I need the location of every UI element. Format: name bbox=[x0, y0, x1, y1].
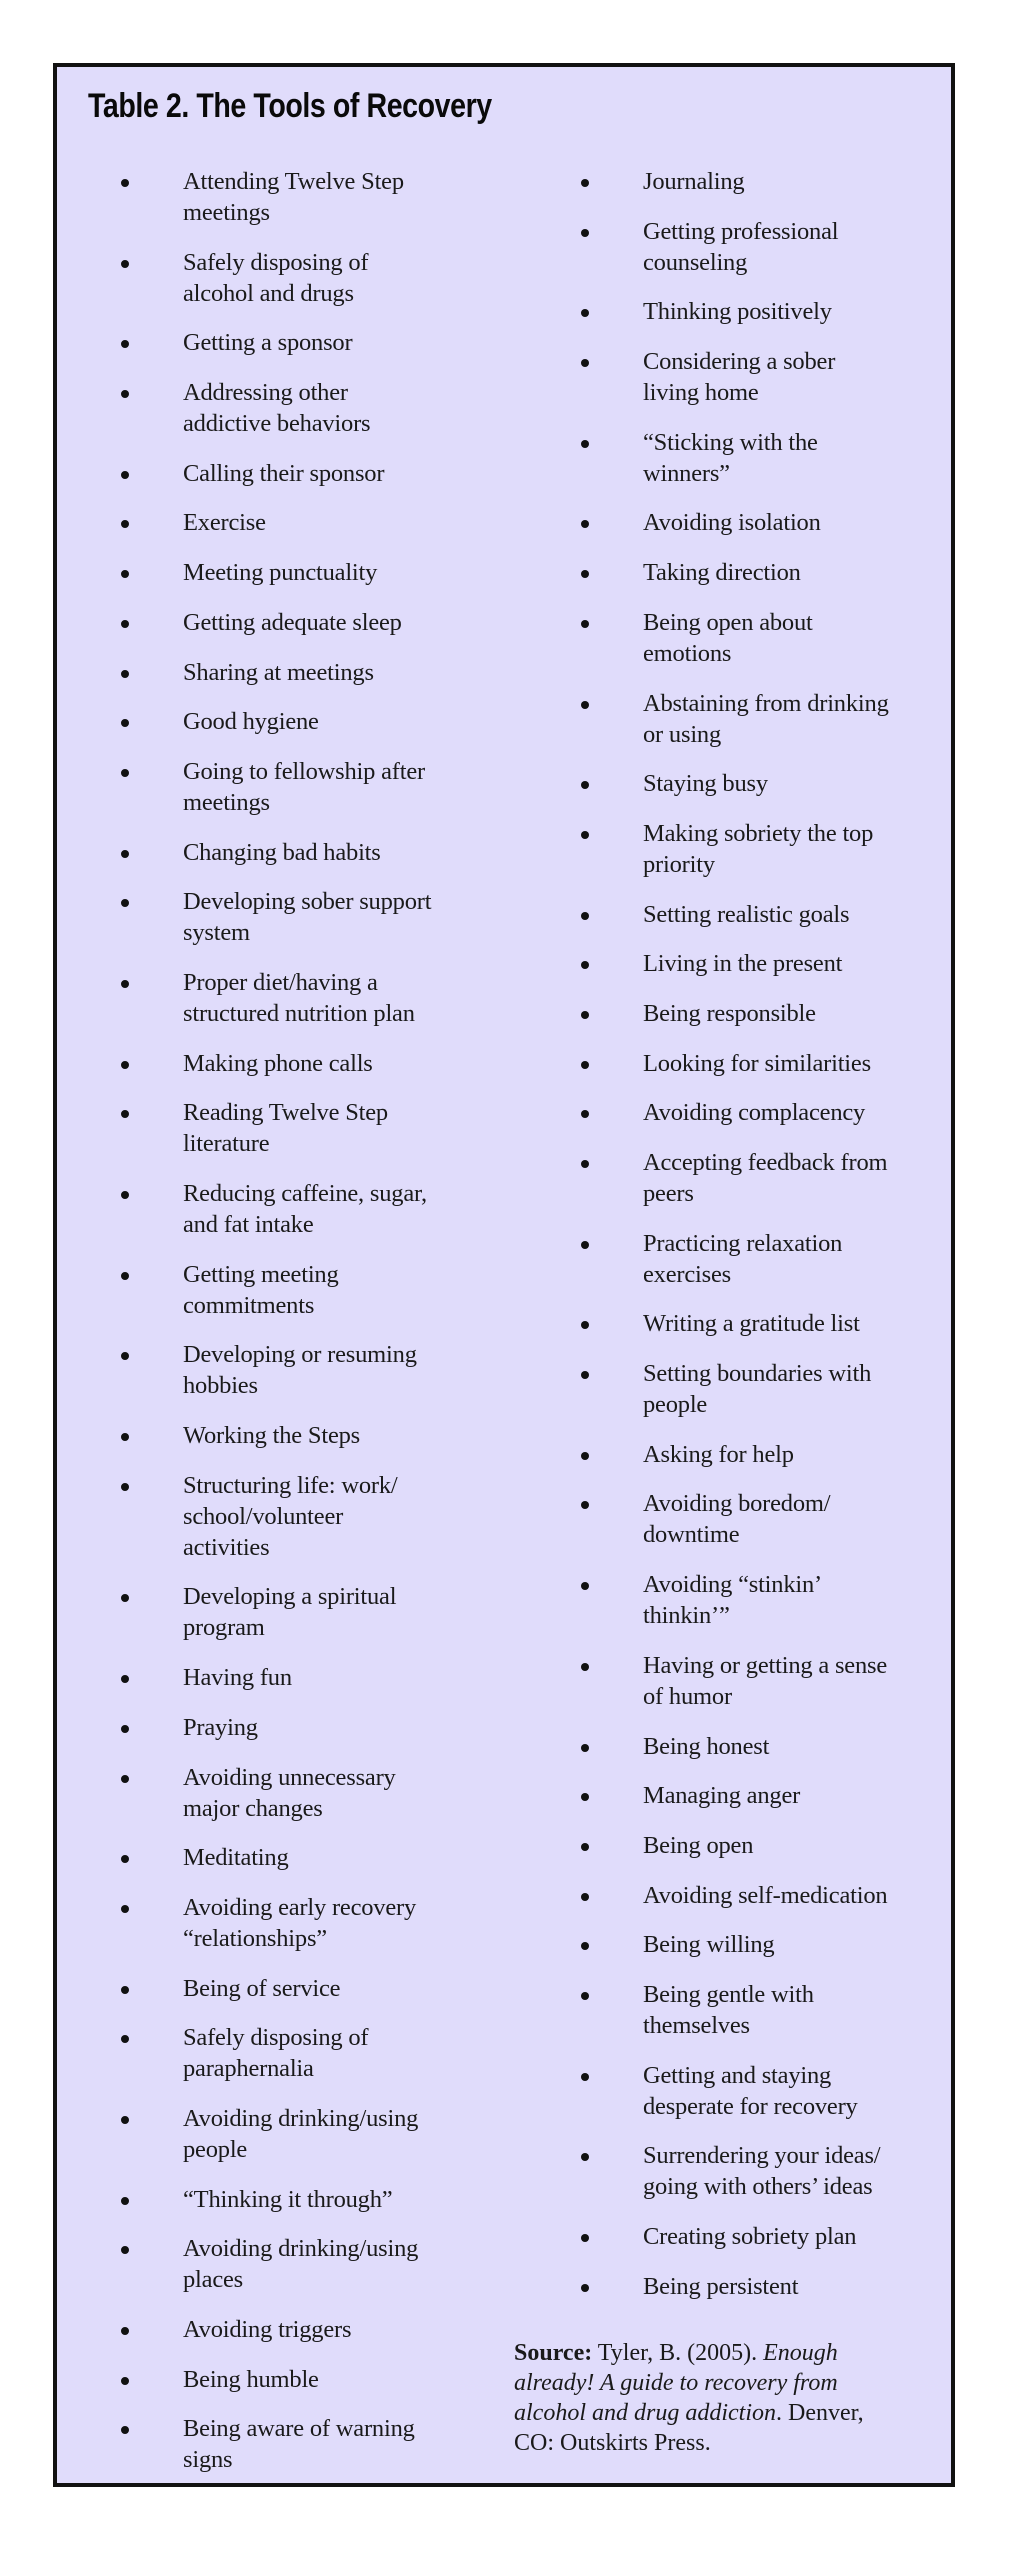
list-item-text: Being open about bbox=[643, 608, 813, 636]
source-after-title: . Denver, bbox=[775, 2400, 864, 2426]
list-item bbox=[112, 2022, 512, 2084]
list-item bbox=[112, 607, 512, 638]
list-item bbox=[112, 557, 512, 588]
list-item bbox=[112, 657, 512, 688]
list-item bbox=[572, 1097, 952, 1128]
bullet-icon bbox=[581, 1893, 589, 1901]
list-item-text: Making sobriety the top bbox=[643, 819, 874, 847]
list-item bbox=[112, 756, 512, 818]
list-item bbox=[572, 346, 952, 408]
bullet-icon bbox=[581, 2284, 589, 2292]
bullet-icon bbox=[581, 2153, 589, 2161]
list-item-text: Meeting punctuality bbox=[183, 559, 378, 587]
list-item bbox=[112, 1259, 512, 1321]
list-item-text: Abstaining from drinking bbox=[643, 689, 889, 717]
bullet-icon bbox=[121, 1433, 129, 1441]
list-item-text: Changing bad habits bbox=[183, 838, 381, 866]
list-item-text: Having fun bbox=[183, 1664, 292, 1692]
list-item-text: Reading Twelve Step bbox=[183, 1099, 388, 1127]
list-item bbox=[112, 2413, 512, 2475]
bullet-icon bbox=[121, 2197, 129, 2205]
bullet-icon bbox=[121, 1675, 129, 1683]
list-item-text: “relationships” bbox=[183, 1924, 327, 1952]
list-item bbox=[572, 166, 952, 197]
list-item-text: Journaling bbox=[643, 168, 745, 195]
list-item-text: people bbox=[643, 1391, 708, 1419]
list-item-text: Living in the present bbox=[643, 950, 843, 978]
bullet-icon bbox=[121, 719, 129, 727]
list-item-text: Structuring life: work/ bbox=[183, 1471, 398, 1499]
list-item bbox=[572, 2271, 952, 2302]
bullet-icon bbox=[121, 1061, 129, 1069]
source-title-part2: already! A guide to recovery from bbox=[514, 2370, 838, 2396]
list-item-text: Avoiding drinking/using bbox=[183, 2104, 419, 2132]
list-item bbox=[572, 1929, 952, 1960]
list-item bbox=[572, 1358, 952, 1420]
list-item-text: Getting professional bbox=[643, 217, 839, 245]
source-title-part1: Enough bbox=[763, 2340, 838, 2366]
list-item bbox=[572, 296, 952, 327]
list-item bbox=[112, 247, 512, 309]
list-item-text: Proper diet/having a bbox=[183, 968, 378, 996]
list-item-text: Getting meeting bbox=[183, 1260, 339, 1288]
bullet-icon bbox=[121, 2035, 129, 2043]
list-item bbox=[112, 967, 512, 1029]
list-item bbox=[112, 1097, 512, 1159]
bullet-icon bbox=[121, 1775, 129, 1783]
list-item-text: desperate for recovery bbox=[643, 2092, 858, 2120]
list-item bbox=[572, 1048, 952, 1079]
list-item bbox=[112, 1470, 512, 1563]
list-item-text: Practicing relaxation bbox=[643, 1229, 843, 1257]
list-item-text: living home bbox=[643, 379, 759, 407]
list-item-text: Accepting feedback from bbox=[643, 1149, 888, 1176]
list-item-text: Setting boundaries with bbox=[643, 1360, 872, 1388]
bullet-icon bbox=[581, 1110, 589, 1118]
bullet-icon bbox=[581, 961, 589, 969]
bullet-icon bbox=[581, 2234, 589, 2242]
list-item-text: Avoiding boredom/ bbox=[643, 1490, 831, 1518]
list-item-text: alcohol and drugs bbox=[183, 279, 354, 307]
bullet-icon bbox=[121, 1725, 129, 1733]
bullet-icon bbox=[121, 179, 129, 187]
bullet-icon bbox=[121, 390, 129, 398]
list-item bbox=[572, 1228, 952, 1290]
list-item-text: activities bbox=[183, 1533, 270, 1561]
list-item bbox=[572, 1569, 952, 1631]
list-item bbox=[112, 2184, 512, 2215]
list-item-text: Addressing other bbox=[183, 379, 348, 407]
bullet-icon bbox=[581, 570, 589, 578]
list-item-text: going with others’ ideas bbox=[643, 2173, 873, 2201]
list-item-text: Avoiding early recovery bbox=[183, 1893, 417, 1921]
list-item-text: signs bbox=[183, 2446, 233, 2474]
list-item bbox=[112, 886, 512, 948]
list-item bbox=[112, 1762, 512, 1824]
bullet-icon bbox=[581, 1011, 589, 1019]
bullet-icon bbox=[121, 980, 129, 988]
list-item-text: Avoiding self-medication bbox=[643, 1881, 888, 1909]
list-item-text: Being honest bbox=[643, 1732, 770, 1760]
bullet-icon bbox=[121, 899, 129, 907]
bullet-icon bbox=[581, 701, 589, 709]
bullet-icon bbox=[121, 1905, 129, 1913]
list-item bbox=[112, 1178, 512, 1240]
bullet-icon bbox=[121, 520, 129, 528]
list-item bbox=[112, 2233, 512, 2295]
bullet-icon bbox=[581, 1321, 589, 1329]
list-item bbox=[112, 377, 512, 439]
list-item-text: Setting realistic goals bbox=[643, 900, 850, 928]
list-item bbox=[112, 1662, 512, 1693]
list-item-text: paraphernalia bbox=[183, 2055, 314, 2083]
bullet-icon bbox=[581, 1061, 589, 1069]
list-item-text: Asking for help bbox=[643, 1440, 794, 1468]
list-item bbox=[572, 557, 952, 588]
list-item-text: Looking for similarities bbox=[643, 1049, 871, 1077]
list-item-text: literature bbox=[183, 1130, 270, 1158]
right-column-list bbox=[572, 166, 952, 2320]
bullet-icon bbox=[121, 1110, 129, 1118]
list-item bbox=[572, 2221, 952, 2252]
list-item bbox=[112, 1712, 512, 1743]
bullet-icon bbox=[581, 440, 589, 448]
bullet-icon bbox=[121, 570, 129, 578]
list-item-text: Calling their sponsor bbox=[183, 459, 385, 487]
list-item bbox=[112, 1973, 512, 2004]
bullet-icon bbox=[121, 340, 129, 348]
list-item-text: Thinking positively bbox=[643, 298, 832, 326]
list-item bbox=[112, 1842, 512, 1873]
list-item-text: and fat intake bbox=[183, 1211, 314, 1238]
list-item-text: Being open bbox=[643, 1831, 754, 1859]
list-item bbox=[572, 1780, 952, 1811]
list-item-text: Considering a sober bbox=[643, 348, 836, 376]
list-item-text: thinkin’” bbox=[643, 1602, 730, 1630]
list-item-text: Avoiding drinking/using bbox=[183, 2235, 419, 2263]
list-item bbox=[572, 2060, 952, 2122]
bullet-icon bbox=[121, 769, 129, 777]
list-item bbox=[112, 458, 512, 489]
bullet-icon bbox=[121, 260, 129, 268]
bullet-icon bbox=[581, 1793, 589, 1801]
bullet-icon bbox=[121, 1272, 129, 1280]
list-item bbox=[572, 688, 952, 750]
list-item-text: Praying bbox=[183, 1713, 258, 1741]
list-item-text: Being responsible bbox=[643, 999, 816, 1027]
bullet-icon bbox=[581, 1241, 589, 1249]
list-item bbox=[572, 507, 952, 538]
source-line-1 bbox=[514, 2338, 954, 2368]
list-item-text: commitments bbox=[183, 1291, 315, 1319]
list-item-text: addictive behaviors bbox=[183, 410, 371, 438]
list-item-text: Getting a sponsor bbox=[183, 329, 353, 357]
bullet-icon bbox=[581, 831, 589, 839]
list-item-text: school/volunteer bbox=[183, 1502, 344, 1530]
list-item-text: hobbies bbox=[183, 1372, 258, 1400]
list-item bbox=[112, 706, 512, 737]
list-item-text: Being gentle with bbox=[643, 1980, 814, 2008]
list-item bbox=[572, 427, 952, 489]
list-item bbox=[112, 1892, 512, 1954]
list-item-text: Being persistent bbox=[643, 2272, 799, 2300]
bullet-icon bbox=[581, 1371, 589, 1379]
list-item-text: counseling bbox=[643, 248, 748, 276]
bullet-icon bbox=[121, 1986, 129, 1994]
list-item-text: winners” bbox=[643, 459, 730, 487]
list-item bbox=[572, 1650, 952, 1712]
list-item-text: Safely disposing of bbox=[183, 248, 369, 276]
list-item bbox=[572, 1880, 952, 1911]
list-item-text: “Sticking with the bbox=[643, 428, 818, 456]
bullet-icon bbox=[121, 1352, 129, 1360]
list-item-text: Good hygiene bbox=[183, 708, 319, 736]
source-publisher: CO: Outskirts Press. bbox=[514, 2430, 711, 2456]
list-item-text: Taking direction bbox=[643, 559, 801, 587]
list-item-text: Sharing at meetings bbox=[183, 658, 374, 686]
table-title: Table 2. The Tools of Recovery bbox=[88, 87, 492, 125]
list-item bbox=[112, 1048, 512, 1079]
list-item-text: Avoiding “stinkin’ bbox=[643, 1571, 823, 1599]
list-item-text: places bbox=[183, 2266, 244, 2294]
list-item-text: Being willing bbox=[643, 1931, 775, 1959]
list-item-text: Reducing caffeine, sugar, bbox=[183, 1180, 427, 1207]
bullet-icon bbox=[581, 229, 589, 237]
list-item-text: Being of service bbox=[183, 1974, 341, 2002]
bullet-icon bbox=[581, 781, 589, 789]
bullet-icon bbox=[581, 1843, 589, 1851]
list-item bbox=[572, 1731, 952, 1762]
bullet-icon bbox=[121, 2377, 129, 2385]
list-item-text: meetings bbox=[183, 788, 270, 816]
list-item-text: downtime bbox=[643, 1521, 740, 1549]
bullet-icon bbox=[581, 912, 589, 920]
list-item-text: Getting and staying bbox=[643, 2061, 832, 2089]
list-item-text: emotions bbox=[643, 639, 732, 667]
list-item bbox=[112, 1420, 512, 1451]
list-item bbox=[112, 507, 512, 538]
source-title-part3: alcohol and drug addiction bbox=[514, 2400, 776, 2426]
bullet-icon bbox=[121, 2246, 129, 2254]
bullet-icon bbox=[121, 2116, 129, 2124]
list-item-text: of humor bbox=[643, 1682, 732, 1710]
bullet-icon bbox=[581, 1663, 589, 1671]
list-item-text: Avoiding triggers bbox=[183, 2316, 352, 2343]
bullet-icon bbox=[121, 2426, 129, 2434]
list-item bbox=[572, 768, 952, 799]
bullet-icon bbox=[581, 620, 589, 628]
list-item bbox=[572, 818, 952, 880]
source-author-year: Tyler, B. (2005). bbox=[592, 2340, 764, 2366]
list-item-text: Avoiding complacency bbox=[643, 1099, 866, 1127]
bullet-icon bbox=[581, 1942, 589, 1950]
source-label: Source: bbox=[514, 2340, 593, 2366]
list-item-text: Managing anger bbox=[643, 1782, 801, 1810]
list-item bbox=[572, 607, 952, 669]
bullet-icon bbox=[581, 1992, 589, 2000]
bullet-icon bbox=[581, 1744, 589, 1752]
list-item-text: Making phone calls bbox=[183, 1049, 373, 1077]
list-item-text: themselves bbox=[643, 2011, 750, 2039]
bullet-icon bbox=[121, 2327, 129, 2335]
bullet-icon bbox=[581, 1160, 589, 1168]
list-item-text: Writing a gratitude list bbox=[643, 1310, 860, 1338]
list-item bbox=[572, 899, 952, 930]
bullet-icon bbox=[581, 1582, 589, 1590]
list-item bbox=[572, 1308, 952, 1339]
list-item-text: or using bbox=[643, 720, 722, 748]
list-item-text: Surrendering your ideas/ bbox=[643, 2142, 881, 2170]
bullet-icon bbox=[121, 1855, 129, 1863]
source-line-3 bbox=[514, 2398, 954, 2428]
bullet-icon bbox=[581, 1501, 589, 1509]
list-item-text: Exercise bbox=[183, 509, 266, 537]
source-citation bbox=[514, 2338, 954, 2458]
list-item-text: meetings bbox=[183, 199, 270, 226]
bullet-icon bbox=[121, 670, 129, 678]
list-item bbox=[112, 2314, 512, 2345]
list-item bbox=[112, 1581, 512, 1643]
list-item bbox=[572, 1979, 952, 2041]
bullet-icon bbox=[121, 1594, 129, 1602]
list-item-text: Staying busy bbox=[643, 770, 768, 798]
list-item-text: Avoiding unnecessary bbox=[183, 1763, 396, 1791]
list-item-text: Attending Twelve Step bbox=[183, 168, 404, 195]
list-item-text: program bbox=[183, 1614, 265, 1642]
bullet-icon bbox=[581, 1452, 589, 1460]
list-item-text: exercises bbox=[643, 1260, 731, 1288]
list-item-text: Going to fellowship after bbox=[183, 757, 425, 785]
list-item-text: Getting adequate sleep bbox=[183, 608, 402, 636]
list-item bbox=[572, 216, 952, 278]
list-item-text: Avoiding isolation bbox=[643, 509, 821, 537]
list-item-text: structured nutrition plan bbox=[183, 999, 415, 1027]
list-item bbox=[112, 166, 512, 228]
list-item-text: Meditating bbox=[183, 1844, 289, 1872]
list-item-text: Being aware of warning bbox=[183, 2415, 415, 2443]
list-item-text: peers bbox=[643, 1180, 694, 1207]
list-item-text: “Thinking it through” bbox=[183, 2185, 393, 2213]
list-item-text: Developing or resuming bbox=[183, 1341, 417, 1369]
list-item-text: people bbox=[183, 2135, 248, 2163]
bullet-icon bbox=[581, 179, 589, 187]
list-item bbox=[572, 948, 952, 979]
list-item bbox=[572, 1439, 952, 1470]
list-item bbox=[112, 1339, 512, 1401]
bullet-icon bbox=[121, 850, 129, 858]
bullet-icon bbox=[581, 520, 589, 528]
list-item bbox=[572, 1147, 952, 1209]
list-item bbox=[572, 1830, 952, 1861]
bullet-icon bbox=[121, 1191, 129, 1199]
left-column-list bbox=[112, 166, 512, 2494]
list-item bbox=[112, 2364, 512, 2395]
bullet-icon bbox=[121, 620, 129, 628]
list-item bbox=[572, 2140, 952, 2202]
list-item-text: Developing a spiritual bbox=[183, 1583, 397, 1611]
list-item-text: major changes bbox=[183, 1794, 323, 1822]
list-item-text: Safely disposing of bbox=[183, 2024, 369, 2052]
list-item-text: Having or getting a sense bbox=[643, 1651, 888, 1679]
list-item bbox=[572, 1488, 952, 1550]
bullet-icon bbox=[121, 471, 129, 479]
list-item-text: Working the Steps bbox=[183, 1422, 361, 1450]
list-item bbox=[112, 2103, 512, 2165]
bullet-icon bbox=[581, 2073, 589, 2081]
list-item-text: Creating sobriety plan bbox=[643, 2223, 857, 2250]
list-item-text: priority bbox=[643, 850, 715, 878]
bullet-icon bbox=[581, 309, 589, 317]
list-item-text: Being humble bbox=[183, 2365, 319, 2393]
bullet-icon bbox=[581, 359, 589, 367]
list-item bbox=[112, 327, 512, 358]
list-item bbox=[112, 837, 512, 868]
list-item-text: Developing sober support bbox=[183, 888, 432, 916]
list-item bbox=[572, 998, 952, 1029]
bullet-icon bbox=[121, 1483, 129, 1491]
list-item-text: system bbox=[183, 919, 250, 947]
